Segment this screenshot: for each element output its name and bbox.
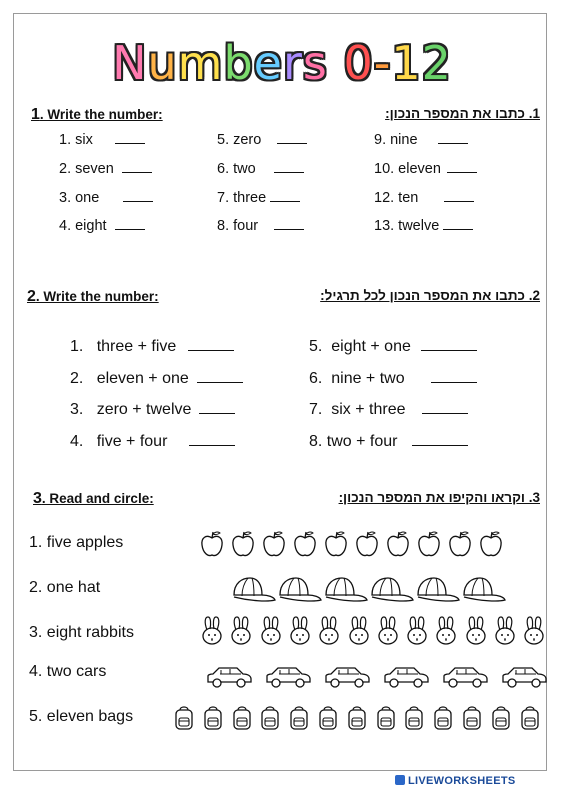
circle-row-label: 2. one hat bbox=[29, 579, 101, 596]
title-letter bbox=[328, 36, 344, 90]
answer-blank[interactable] bbox=[270, 200, 300, 202]
cap-icon[interactable] bbox=[368, 575, 414, 608]
footer-logo: LIVEWORKSHEETS bbox=[395, 775, 516, 787]
apple-icon[interactable] bbox=[448, 530, 472, 563]
apple-icon[interactable] bbox=[324, 530, 348, 563]
car-icon[interactable] bbox=[323, 664, 371, 695]
title-letter: - bbox=[373, 36, 392, 90]
list-item: 10. eleven bbox=[374, 161, 477, 177]
list-item: 9. nine bbox=[374, 132, 468, 148]
section1-heading-hebrew: 1. כתבו את המספר הנכון: bbox=[385, 106, 540, 121]
section2-heading: 2. Write the number: bbox=[27, 288, 159, 305]
answer-blank[interactable] bbox=[199, 412, 235, 414]
backpack-icon[interactable] bbox=[174, 705, 194, 736]
title-letter: b bbox=[223, 36, 254, 90]
backpack-icon[interactable] bbox=[289, 705, 309, 736]
exercise-item: 8. two + four bbox=[309, 433, 468, 451]
answer-blank[interactable] bbox=[422, 412, 468, 414]
title-letter: 2 bbox=[421, 36, 452, 90]
exercise-item: 1. three + five bbox=[70, 338, 234, 356]
backpack-icon[interactable] bbox=[404, 705, 424, 736]
answer-blank[interactable] bbox=[274, 228, 304, 230]
apple-icon[interactable] bbox=[231, 530, 255, 563]
answer-blank[interactable] bbox=[115, 228, 145, 230]
apple-icon[interactable] bbox=[262, 530, 286, 563]
rabbit-icon[interactable] bbox=[404, 616, 430, 651]
apple-icon[interactable] bbox=[200, 530, 224, 563]
rabbit-icon[interactable] bbox=[521, 616, 547, 651]
cap-icon[interactable] bbox=[322, 575, 368, 608]
list-item: 7. three bbox=[217, 190, 300, 206]
apple-icon[interactable] bbox=[479, 530, 503, 563]
section1-heading: 1. Write the number: bbox=[31, 106, 163, 123]
circle-row-label: 4. two cars bbox=[29, 663, 107, 680]
rabbit-icon[interactable] bbox=[463, 616, 489, 651]
backpack-icon[interactable] bbox=[520, 705, 540, 736]
list-item: 13. twelve bbox=[374, 218, 473, 234]
answer-blank[interactable] bbox=[447, 171, 477, 173]
apple-icon[interactable] bbox=[386, 530, 410, 563]
backpack-icon[interactable] bbox=[232, 705, 252, 736]
exercise-item: 4. five + four bbox=[70, 433, 235, 451]
car-icon[interactable] bbox=[382, 664, 430, 695]
title-letter: e bbox=[253, 36, 283, 90]
cap-icon[interactable] bbox=[414, 575, 460, 608]
answer-blank[interactable] bbox=[443, 228, 473, 230]
rabbit-icon[interactable] bbox=[228, 616, 254, 651]
list-item: 6. two bbox=[217, 161, 304, 177]
backpack-icon[interactable] bbox=[347, 705, 367, 736]
rabbit-icon[interactable] bbox=[346, 616, 372, 651]
rabbit-icon[interactable] bbox=[258, 616, 284, 651]
rabbit-icon[interactable] bbox=[316, 616, 342, 651]
rabbit-icon[interactable] bbox=[287, 616, 313, 651]
title-letter: N bbox=[112, 36, 148, 90]
car-icon[interactable] bbox=[500, 664, 548, 695]
rabbit-icon[interactable] bbox=[199, 616, 225, 651]
answer-blank[interactable] bbox=[421, 349, 477, 351]
answer-blank[interactable] bbox=[277, 142, 307, 144]
car-icon[interactable] bbox=[441, 664, 489, 695]
answer-blank[interactable] bbox=[122, 171, 152, 173]
section3-heading: 3. Read and circle: bbox=[33, 490, 154, 507]
answer-blank[interactable] bbox=[431, 381, 477, 383]
answer-blank[interactable] bbox=[115, 142, 145, 144]
list-item: 3. one bbox=[59, 190, 153, 206]
apple-icon[interactable] bbox=[417, 530, 441, 563]
exercise-item: 2. eleven + one bbox=[70, 370, 243, 388]
list-item: 5. zero bbox=[217, 132, 307, 148]
circle-row-label: 3. eight rabbits bbox=[29, 624, 134, 641]
circle-row-label: 5. eleven bags bbox=[29, 708, 134, 725]
answer-blank[interactable] bbox=[412, 444, 468, 446]
rabbit-icon[interactable] bbox=[433, 616, 459, 651]
answer-blank[interactable] bbox=[188, 349, 234, 351]
title-letter: s bbox=[302, 36, 328, 90]
answer-blank[interactable] bbox=[123, 200, 153, 202]
answer-blank[interactable] bbox=[444, 200, 474, 202]
list-item: 1. six bbox=[59, 132, 145, 148]
exercise-item: 6. nine + two bbox=[309, 370, 477, 388]
title-letter: u bbox=[147, 36, 178, 90]
car-icon[interactable] bbox=[264, 664, 312, 695]
section3-heading-hebrew: 3. וקראו והקיפו את המספר הנכון: bbox=[338, 490, 540, 505]
exercise-item: 7. six + three bbox=[309, 401, 468, 419]
backpack-icon[interactable] bbox=[260, 705, 280, 736]
cap-icon[interactable] bbox=[230, 575, 276, 608]
worksheet-title bbox=[0, 36, 564, 90]
list-item: 8. four bbox=[217, 218, 304, 234]
cap-icon[interactable] bbox=[276, 575, 322, 608]
backpack-icon[interactable] bbox=[462, 705, 482, 736]
car-icon[interactable] bbox=[205, 664, 253, 695]
list-item: 2. seven bbox=[59, 161, 152, 177]
list-item: 4. eight bbox=[59, 218, 145, 234]
cap-icon[interactable] bbox=[460, 575, 506, 608]
rabbit-icon[interactable] bbox=[375, 616, 401, 651]
backpack-icon[interactable] bbox=[433, 705, 453, 736]
backpack-icon[interactable] bbox=[318, 705, 338, 736]
title-letter: 1 bbox=[391, 36, 422, 90]
title-letter: r bbox=[282, 36, 303, 90]
liveworksheets-logo-icon bbox=[395, 775, 405, 785]
circle-row-label: 1. five apples bbox=[29, 534, 124, 551]
backpack-icon[interactable] bbox=[376, 705, 396, 736]
exercise-item: 5. eight + one bbox=[309, 338, 477, 356]
backpack-icon[interactable] bbox=[203, 705, 223, 736]
exercise-item: 3. zero + twelve bbox=[70, 401, 235, 419]
apple-icon[interactable] bbox=[293, 530, 317, 563]
list-item: 12. ten bbox=[374, 190, 474, 206]
answer-blank[interactable] bbox=[274, 171, 304, 173]
title-letter: 0 bbox=[343, 36, 374, 90]
answer-blank[interactable] bbox=[197, 381, 243, 383]
backpack-icon[interactable] bbox=[491, 705, 511, 736]
section2-heading-hebrew: 2. כתבו את המספר הנכון לכל תרגיל: bbox=[320, 288, 540, 303]
rabbit-icon[interactable] bbox=[492, 616, 518, 651]
apple-icon[interactable] bbox=[355, 530, 379, 563]
title-letter: m bbox=[177, 36, 224, 90]
worksheet-frame bbox=[13, 13, 547, 771]
answer-blank[interactable] bbox=[189, 444, 235, 446]
answer-blank[interactable] bbox=[438, 142, 468, 144]
